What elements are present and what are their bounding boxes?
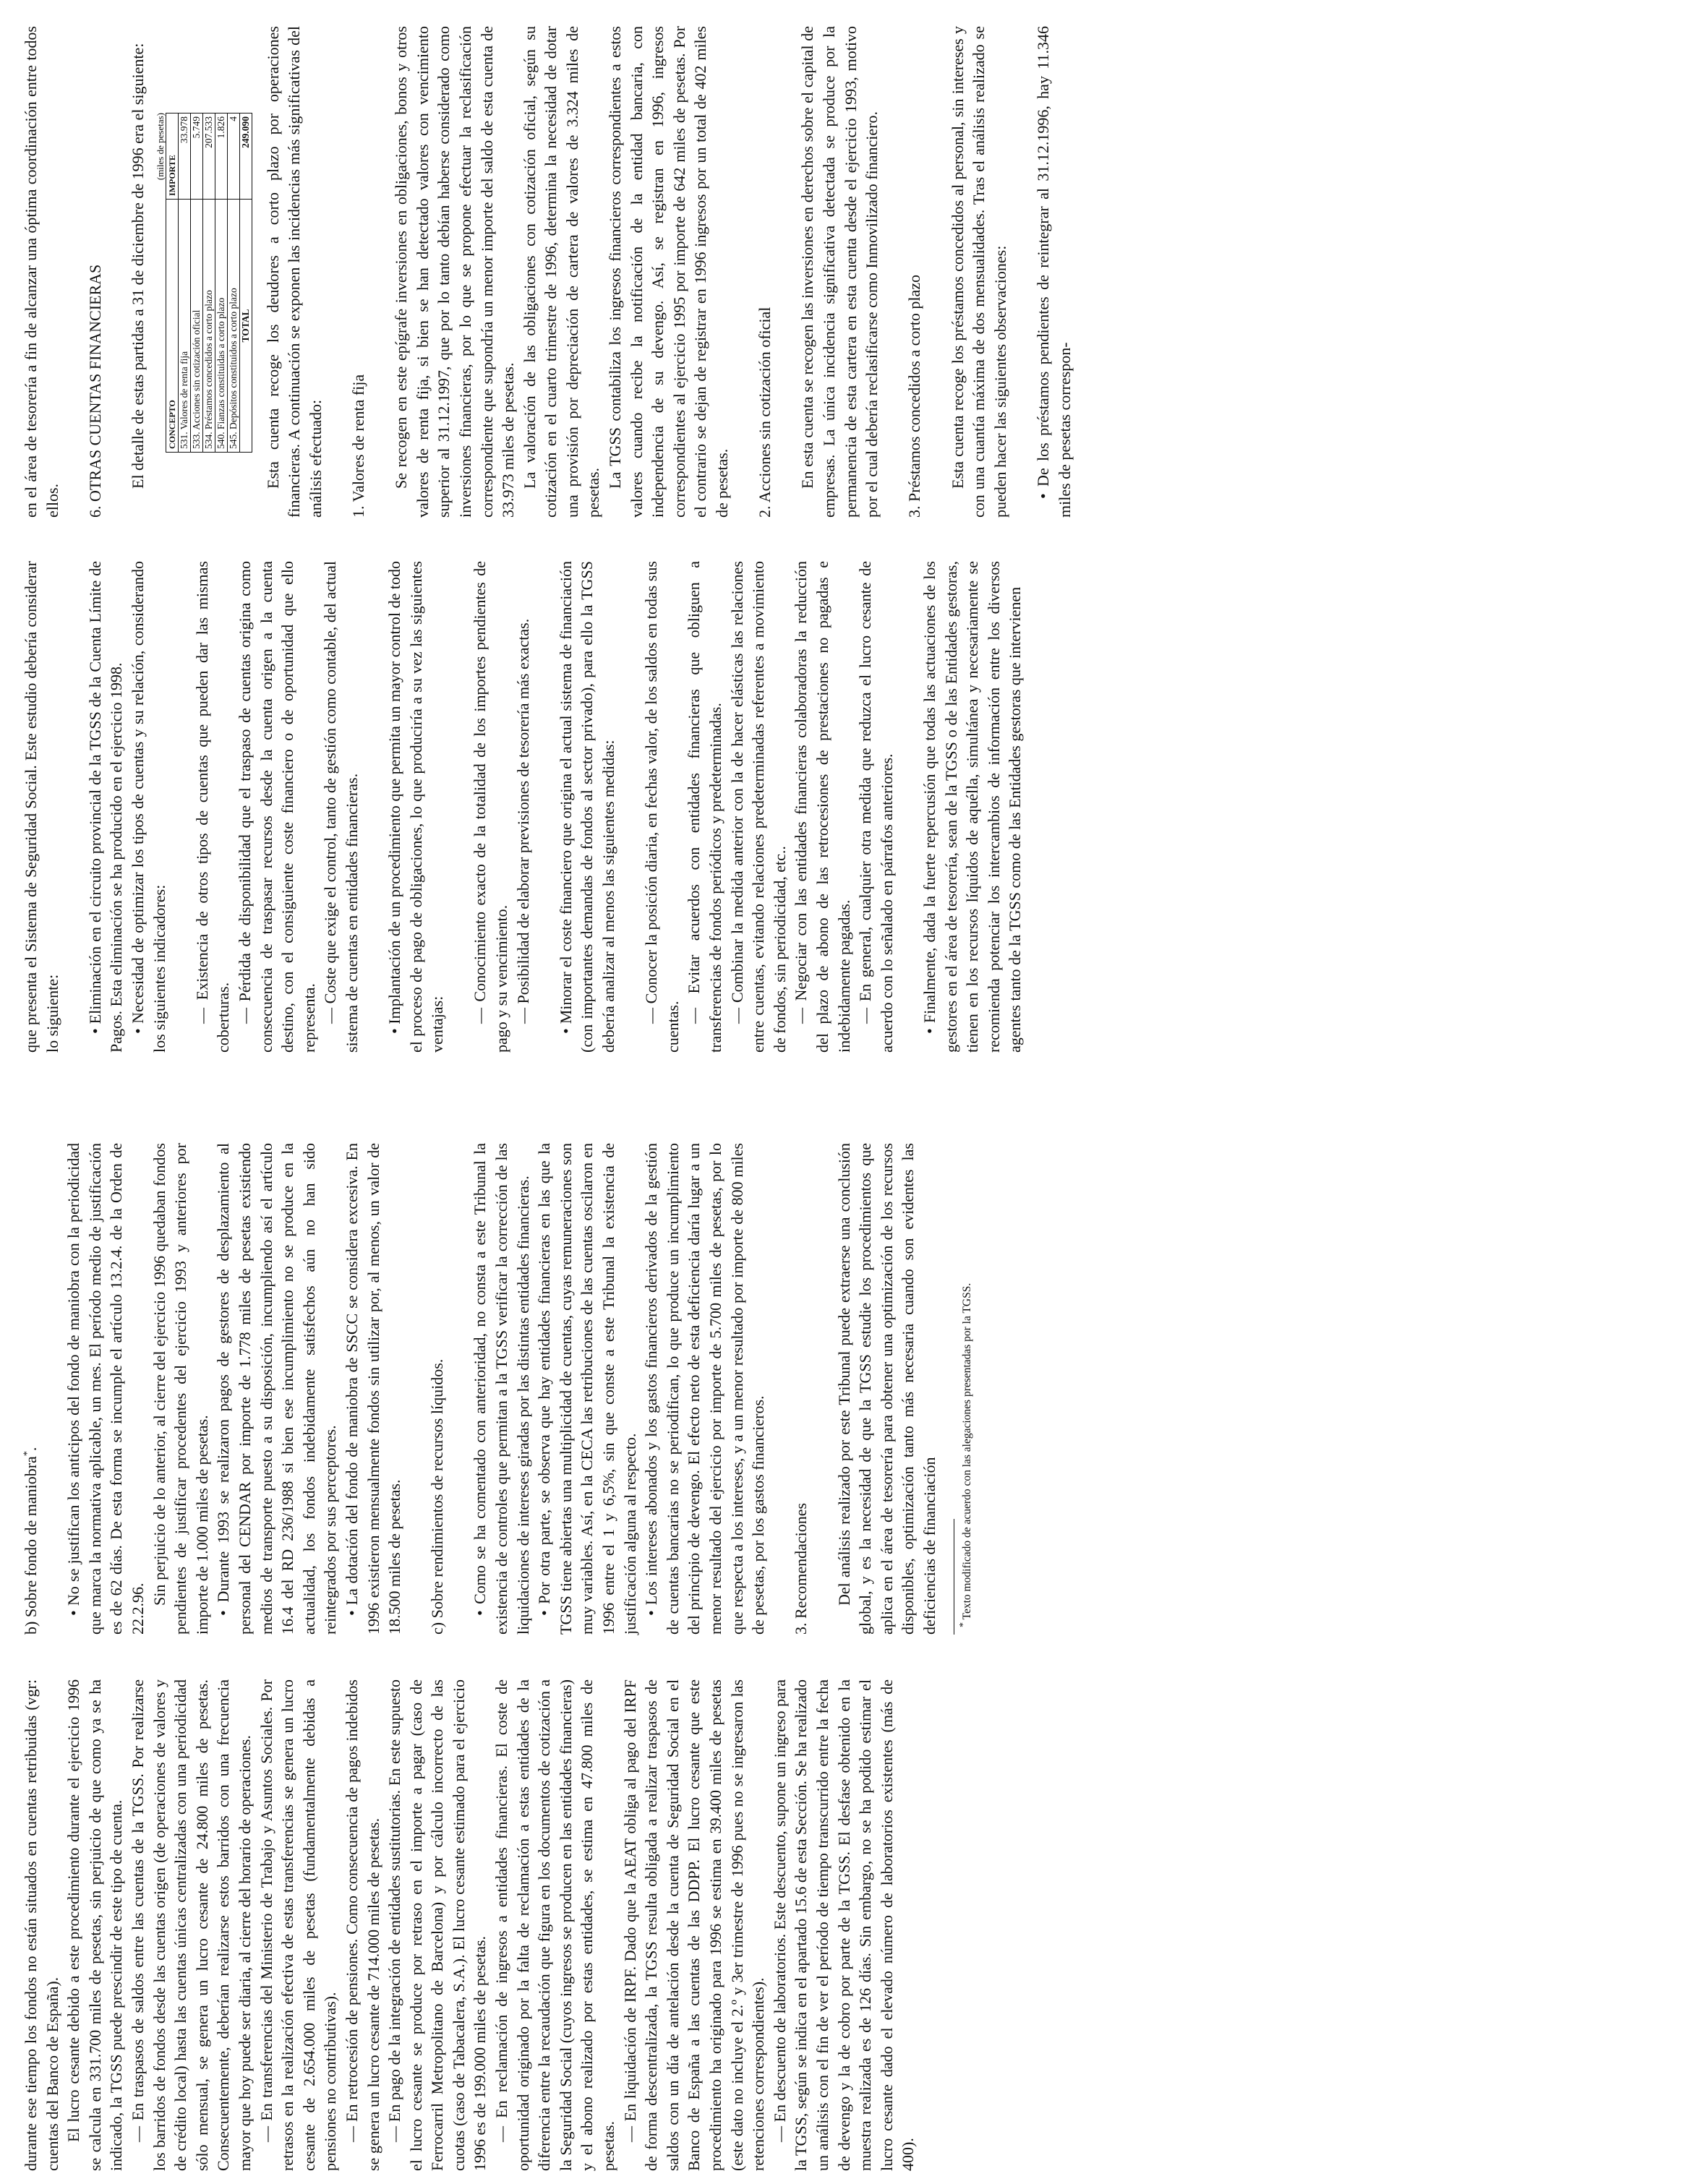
table-cell-concept: 531. Valores de renta fija (178, 200, 190, 453)
section-heading-acciones: 2. Acciones sin cotización oficial (756, 307, 774, 518)
paragraph: • Eliminación en el circuito provincial de la TGSS de la Cuenta Límite de Pagos. Esta eliminación se ha producido en el ejercicio 1998. (85, 561, 126, 1053)
table-header-amount: IMPORTE (166, 114, 178, 200)
paragraph: • Finalmente, dada la fuerte repercusión que todas las actuaciones de los gestores en el área de tesorería, sean de la TGSS o de las Entidades gestoras, tienen en los recursos líquidos de aquélla, simultánea y necesariamente se recomienda potenciar los intercambios de información entre los diversos agentes tanto de la TGSS como de las Entidades gestoras que intervienen (920, 561, 1025, 1053)
paragraph: • No se justifican los anticipos del fondo de maniobra con la periodicidad que marca la normativa aplicable, un mes. El período medio de justificación es de 62 días. De esta forma se incumple el artículo 13.2.4. de la Orden de 22.2.96. (64, 1143, 147, 1635)
table-total-row (239, 114, 252, 453)
paragraph-group (469, 561, 534, 1053)
section-heading-prestamos: 3. Préstamos concedidos a corto plazo (905, 274, 924, 518)
paragraph: Se recogen en este epígrafe inversiones en obligaciones, bonos y otros valores de renta fija, si bien se han detectado valores con vencimiento superior al 31.12.1997, que por lo tanto debían haberse considerado como inversiones financieras, por lo que se propone efectuar la reclasificación correspondiente que supondría un menor importe del saldo de esta cuenta de 33.973 miles de pesetas. (392, 26, 518, 518)
table-total-label: TOTAL (239, 200, 252, 453)
paragraph: — En pago de la integración de entidades sustitutorias. En este supuesto el lucro cesante se produce por retraso en el importe a pagar (caso de Ferrocarril Metropolitano de Barcelona) y por cálculo incorrecto de las cuotas (caso de Tabacalera, S.A.). El lucro cesante estimado para el ejercicio 1996 es de 199.000 miles de pesetas. (385, 1679, 489, 2171)
text-column-1 (20, 1679, 919, 2171)
paragraph: Del análisis realizado por este Tribunal puede extraerse una conclusión global, y es la necesidad de que la TGSS estudie los procedimientos que aplica en el área de tesorería para obtener una optimización de los recursos disponibles, optimización tanto más necesaria cuando son evidentes las deficiencias de financiación (834, 1143, 938, 1635)
paragraph: • Como se ha comentado con anterioridad, no consta a este Tribunal la existencia de controles que permitan a la TGSS verificar la corrección de las liquidaciones de intereses giradas por las distintas entidades financieras. (471, 1143, 532, 1635)
table-cell-amount: 207.533 (202, 114, 215, 200)
paragraph: — En reclamación de ingresos a entidades financieras. El coste de oportunidad originado por la falta de reclamación a estas entidades de la diferencia entre la recaudación que figura en los documentos de cotización a la Seguridad Social (cuyos ingresos se producen en las entidades financieras) y el abono realizado por estas entidades, se estima en 47.800 miles de pesetas. (492, 1679, 618, 2171)
paragraph: Sin perjuicio de lo anterior, al cierre del ejercicio 1996 quedaban fondos pendientes de justificar procedentes del ejercicio 1993 y anteriores por importe de 1.000 miles de pesetas. (150, 1143, 211, 1635)
paragraph: • Por otra parte, se observa que hay entidades financieras en las que la TGSS tiene abiertas una multiplicidad de cuentas, cuyas remuneraciones son muy variables. Así, en la CECA las retribuciones de las cuentas oscilaron en 1996 entre el 1 y 6,5%, sin que conste a este Tribunal la existencia de justificación alguna al respecto. (535, 1143, 639, 1635)
paragraph-group (834, 1143, 941, 1635)
paragraph: — En general, cualquier otra medida que reduzca el lucro cesante de acuerdo con lo señalado en párrafos anteriores. (856, 561, 896, 1053)
footnote-mark: * (22, 1451, 33, 1457)
paragraph-group (555, 561, 620, 1053)
table-cell-amount: 5.749 (190, 114, 202, 200)
table-row (178, 114, 190, 453)
paragraph: — En descuento de laboratorios. Este descuento, supone un ingreso para la TGSS, según se indica en el apartado 15.6 de esta Sección. Se ha realizado un análisis con el fin de ver el período de tiempo transcurrido entre la fecha de devengo y la de cobro por parte de la TGSS. El desfase obtenido en la muestra realizada es de 126 días. Sin embargo, no se ha podido estimar el lucro cesante dado el elevado número de laboratorios existentes (más de 400). (770, 1679, 918, 2171)
paragraph-group (63, 1143, 406, 1635)
paragraph: Esta cuenta recoge los deudores a corto plazo por operaciones financieras. A continuación se exponen las incidencias más significativas del análisis efectuado: (263, 26, 325, 518)
paragraph: — Evitar acuerdos con entidades financieras que obliguen a transferencias de fondos periódicos y predeterminadas. (685, 561, 724, 1053)
paragraph: La TGSS contabiliza los ingresos financieros correspondientes a estos valores cuando recibe la notificación de la entidad bancaria, con independencia de su devengo. Así, se registran en 1996, ingresos correspondientes al ejercicio 1995 por importe de 642 miles de pesetas. Por el contrario se dejan de registrar en 1996 ingresos por un total de 402 miles de pesetas. (606, 26, 732, 518)
table-cell-amount: 33.978 (178, 114, 190, 200)
paragraph: • Los intereses abonados y los gastos financieros derivados de la gestión de cuentas bancarias no se periodifican, lo que produce un incumplimiento del principio de devengo. El efecto neto de esta deficiencia daría lugar a un menor resultado del ejercicio por importe de 5.700 miles de pesetas, por lo que respecta a los intereses, y a un menor resultado por importe de 800 miles de pesetas, por los gastos financieros. (642, 1143, 768, 1635)
paragraph-group (20, 26, 63, 518)
paragraph-group (20, 1679, 919, 2171)
paragraph: — Coste que exige el control, tanto de gestión como contable, del actual sistema de cuentas en entidades financieras. (321, 561, 361, 1053)
paragraph: • Durante 1993 se realizaron pagos de gestores de desplazamiento al personal del CENDAR por importe de 1.778 miles de pesetas existiendo medios de transporte puesto a su disposición, incumpliendo así el artículo 16.4 del RD 236/1988 si bien ese incumplimiento no se produce en la actualidad, los fondos indebidamente satisfechos aún no han sido reintegrados por sus perceptores. (214, 1143, 340, 1635)
paragraph: — Conocer la posición diaria, en fechas valor, de los saldos en todas sus cuentas. (642, 561, 682, 1053)
paragraph: — En traspasos de saldos entre las cuentas de la TGSS. Por realizarse los barridos de fondos desde las cuentas origen (de operaciones de valores y de crédito local) hasta las cuentas únicas centralizadas con una periodicidad sólo mensual, se genera un lucro cesante de 24.800 miles de pesetas. Consecuentemente, deberían realizarse estos barridos con una frecuencia mayor que hoy puede ser diaria, al cierre del horario de operaciones. (128, 1679, 254, 2171)
paragraph-group (1032, 26, 1075, 518)
table-row (202, 114, 215, 453)
table-cell-amount: 4 (227, 114, 239, 200)
table-cell-concept: 533. Acciones sin cotización oficial (190, 200, 202, 453)
footnote: * Texto modificado de acuerdo con las alegaciones presentadas por la TGSS. (957, 1282, 973, 1627)
paragraph-group (384, 561, 448, 1053)
paragraph: — Conocimiento exacto de la totalidad de los importes pendientes de pago y su vencimiento. (471, 561, 511, 1053)
table-cell-amount: 1.826 (215, 114, 227, 200)
paragraph-group (469, 1143, 769, 1635)
paragraph: — En transferencias del Ministerio de Trabajo y Asuntos Sociales. Por retrasos en la realización efectiva de estas transferencias se genera un lucro cesante de 2.654.000 miles de pesetas (fundamentalmente debidas a pensiones no contributivas). (257, 1679, 340, 2171)
table-header-concept: CONCEPTO (166, 200, 178, 453)
paragraph: El detalle de estas partidas a 31 de diciembre de 1996 era el siguiente: (128, 43, 147, 489)
accounts-table (166, 113, 252, 453)
table-row (190, 114, 202, 453)
paragraph: durante ese tiempo los fondos no están situados en cuentas retribuidas (vgr: cuentas del Banco de España). (22, 1679, 61, 2171)
table-cell-concept: 545. Depósitos constituidos a corto plazo (227, 200, 239, 453)
paragraph: — Negociar con las entidades financieras colaboradoras la reducción del plazo de abono de las retrocesiones de prestaciones no pagadas e indebidamente pagadas. (792, 561, 853, 1053)
text-column-3 (20, 561, 1026, 1053)
text-column-2 (20, 1143, 975, 1635)
paragraph-group (20, 561, 63, 1053)
table-cell-concept: 540. Fianzas constituidas a corto plazo (215, 200, 227, 453)
paragraph-group (641, 561, 897, 1053)
table-row (227, 114, 239, 453)
paragraph: — En liquidación de IRPF. Dado que la AEAT obliga al pago del IRPF de forma descentralizada, la TGSS resulta obligada a realizar traspasos de saldos con un día de antelación desde la cuenta de Seguridad Social en el Banco de España a las cuentas de las DDPP. El lucro cesante que este procedimiento ha originado para 1996 se estima en 39.400 miles de pesetas (este dato no incluye el 2.º y 3er trimestre de 1996 pues no se ingresaron las retenciones correspondientes). (620, 1679, 768, 2171)
section-heading-b: b) Sobre fondo de maniobra*. (22, 1447, 40, 1635)
paragraph-group (797, 26, 882, 518)
section-heading-otras-cuentas: 6. OTRAS CUENTAS FINANCIERAS (85, 264, 104, 518)
paragraph: — En retrocesión de pensiones. Como consecuencia de pagos indebidos se genera un lucro cesante de 714.000 miles de pesetas. (342, 1679, 382, 2171)
paragraph-group (390, 26, 733, 518)
paragraph: • Implantación de un procedimiento que permita un mayor control de todo el proceso de pago de obligaciones, lo que produciría a su vez las siguientes ventajas: (385, 561, 447, 1053)
section-heading-recomendaciones: 3. Recomendaciones (792, 1502, 811, 1635)
paragraph-group (85, 561, 170, 1053)
paragraph: • Minorar el coste financiero que origina el actual sistema de financiación (con importantes demandas de fondos al sector privado), para ello la TGSS debería analizar al menos las siguientes medidas: (556, 561, 618, 1053)
section-heading-c: c) Sobre rendimientos de recursos líquidos. (428, 1358, 447, 1635)
paragraph-group (192, 561, 363, 1053)
paragraph: Esta cuenta recoge los préstamos concedidos al personal, sin intereses y con una cuantía máxima de dos mensualidades. Tras el análisis realizado se pueden hacer las siguientes observaciones: (948, 26, 1009, 518)
paragraph: — Existencia de otros tipos de cuentas que pueden dar las mismas coberturas. (192, 561, 233, 1053)
paragraph: • Necesidad de optimizar los tipos de cuentas y su relación, considerando los siguientes indicadores: (128, 561, 168, 1053)
paragraph: — Posibilidad de elaborar previsiones de tesorería más exactas. (513, 618, 532, 1024)
paragraph: que presenta el Sistema de Seguridad Social. Este estudio debería considerar lo siguiente: (22, 561, 61, 1053)
paragraph: en el área de tesorería a fin de alcanzar una óptima coordinación entre todos ellos. (22, 26, 61, 518)
paragraph-group (262, 26, 327, 518)
paragraph: En esta cuenta se recogen las inversiones en derechos sobre el capital de empresas. La única incidencia significativa detectada se produce por la permanencia de esta cartera en esta cuenta desde el ejercicio 1993, motivo por el cual debería reclasificarse como Inmovilizado financiero. (798, 26, 881, 518)
table-row (215, 114, 227, 453)
paragraph: La valoración de las obligaciones con cotización oficial, según su cotización en el cuarto trimestre de 1996, determina la necesidad de dotar una provisión por depreciación de cartera de valores de 3.324 miles de pesetas. (520, 26, 603, 518)
paragraph: • De los préstamos pendientes de reintegrar al 31.12.1996, hay 11.346 miles de pesetas correspon- (1033, 26, 1074, 518)
paragraph: El lucro cesante debido a este procedimiento durante el ejercicio 1996 se calcula en 331.700 miles de pesetas, sin perjuicio de que como ya se ha indicado, la TGSS puede prescindir de este tipo de cuenta. (64, 1679, 126, 2171)
table-total-amount: 249.090 (239, 114, 252, 200)
section-heading-renta-fija: 1. Valores de renta fija (349, 374, 367, 518)
text-column-4 (20, 26, 1075, 518)
accounts-table-wrap (155, 113, 252, 453)
paragraph-group (947, 26, 1012, 518)
table-cell-concept: 534. Préstamos concedidos a corto plazo (202, 200, 215, 453)
paragraph: • La dotación del fondo de maniobra de SSCC se considera excesiva. En 1996 existieron mensualmente fondos sin utilizar por, al menos, un valor de 18.500 miles de pesetas. (342, 1143, 404, 1635)
paragraph: — Combinar la medida anterior con la de hacer elásticas las relaciones entre cuentas, evitando relaciones predeterminadas referentes a movimiento de fondos, sin periodicidad, etc.. (727, 561, 789, 1053)
paragraph-group (919, 561, 1026, 1053)
paragraph: — Pérdida de disponibilidad que el traspaso de cuentas origina como consecuencia de traspasar recursos desde la cuenta origen a la cuenta destino, con el consiguiente coste financiero o de oportunidad que ello representa. (235, 561, 318, 1053)
paragraph-group (127, 26, 149, 518)
table-caption: (miles de pesetas) (154, 113, 166, 181)
